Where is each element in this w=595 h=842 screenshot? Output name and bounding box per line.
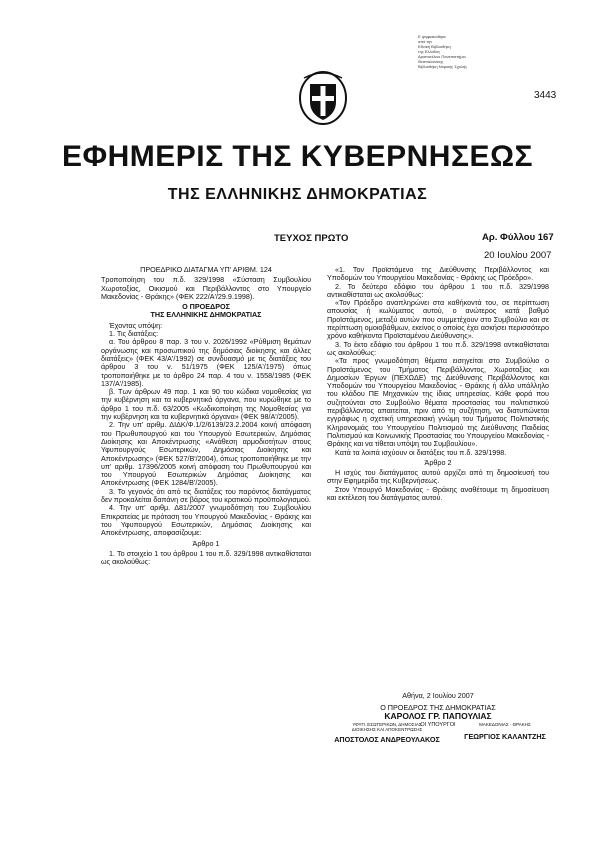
issue-date: 20 Ιουλίου 2007 — [484, 250, 552, 261]
right-column — [327, 266, 549, 502]
decree-summary: Τροποποίηση του π.δ. 329/1998 «Σύσταση Συμβουλίου Χωροταξίας, Οικισμού και Περιβάλλοντος στο Υπουργείο Μακεδονίας - Θράκης» (ΦΕΚ 222/Α'/29.9.1998). — [101, 275, 311, 301]
decree-heading: ΠΡΟΕΔΡΙΚΟ ΔΙΑΤΑΓΜΑ ΥΠ' ΑΡΙΘΜ. 124 — [140, 265, 272, 274]
paragraph: 1. Τις διατάξεις: — [109, 329, 159, 339]
article-heading: Άρθρο 1 — [192, 538, 220, 548]
signature-name: ΚΑΡΟΛΟΣ ΓΡ. ΠΑΠΟΥΛΙΑΣ — [384, 711, 492, 721]
paragraph: Στον Υπουργό Μακεδονίας - Θράκης αναθέτουμε τη δημοσίευση και εκτέλεση του διατάγματος αυτού. — [327, 484, 549, 503]
republic-heading: ΤΗΣ ΕΛΛΗΝΙΚΗΣ ΔΗΜΟΚΡΑΤΙΑΣ — [150, 310, 262, 320]
considering: Έχοντας υπόψη: — [109, 320, 163, 330]
article-heading: Άρθρο 2 — [424, 457, 452, 467]
ministers-label: ΟΙ ΥΠΟΥΡΓΟΙ — [420, 721, 456, 728]
minister-title: ΜΑΚΕΔΟΝΙΑΣ - ΘΡΑΚΗΣ — [479, 722, 531, 727]
gazette-title: ΕΦΗΜΕΡΙΣ ΤΗΣ ΚΥΒΕΡΝΗΣΕΩΣ — [61, 140, 534, 173]
stamp-line: Βιβλιοθήκη Νομικής Σχολής — [418, 64, 468, 69]
paragraph: 4. Την υπ' αριθμ. Δ81/2007 γνωμοδότηση του Συμβουλίου Επικρατείας με πρόταση του Υπουργού Μακεδονίας - Θράκης και του Υφυπουργού Εσωτερικών, Δημόσιας Διοίκησης και Αποκέντρωσης, αποφασίζουμε: — [101, 503, 311, 538]
signature-place-date: Αθήνα, 2 Ιουλίου 2007 — [402, 691, 474, 700]
paragraph: «1. Τον Προϊστάμενο της Διεύθυνσης Περιβάλλοντος και Υποδομών του Υπουργείου Μακεδονίας - Θράκης ως Πρόεδρο». — [327, 265, 549, 283]
paragraph: 2. Το δεύτερο εδάφιο του άρθρου 1 του π.δ. 329/1998 αντικαθίσταται ως ακολούθως: — [327, 281, 549, 299]
issue-type: ΤΕΥΧΟΣ ΠΡΩΤΟ — [274, 233, 349, 244]
paragraph: «Τα προς γνωμοδότηση θέματα εισηγείται στο Συμβούλιο ο Προϊστάμενος του Τμήματος Περιβάλλοντος, Χωροταξίας και Δημοσίων Έργων (ΠΕΧΩΔΕ) της Διεύθυνσης Περιβάλλοντος και Υποδομών του Υπουργείου Μακεδονίας - Θράκης ή άλλο υπάλληλο του κλάδου ΠΕ Μηχανικών της ίδιας υπηρεσίας. Κάθε φορά που συζητούνται στο Συμβούλιο θέματα προστασίας του πολιτιστικού περιβάλλοντος απαιτείται, πριν από τη συζήτηση, να διατυπώνεται εγγράφως η σχετική υπηρεσιακή γνώμη του Τμήματος Πολιτιστικής Κληρονομιάς του Υπουργείου Πολιτισμού της Διεύθυνσης Παιδείας Πολιτισμού και Κοινωνικής Προστασίας του Υπουργείου Μακεδονίας - Θράκης και να τίθεται υπόψη του Συμβουλίου». — [327, 356, 549, 449]
paragraph: 3. Το έκτο εδάφιο του άρθρου 1 του π.δ. 329/1998 αντικαθίσταται ως ακολούθως: — [327, 339, 549, 357]
minister-signature — [453, 722, 557, 741]
paragraph: α. Του άρθρου 8 παρ. 3 του ν. 2026/1992 «Ρύθμιση θεμάτων οργάνωσης και προσωπικού της δημόσιας διοίκησης και άλλες διατάξεις» (ΦΕΚ 43/Α'/1992) σε συνδυασμό με τις διατάξεις του άρθρου 3 του ν. 51/1975 (ΦΕΚ 125/Α'/1975) όπως τροποποιήθηκε με το άρθρο 24 παρ. 4 του ν. 1558/1985 (ΦΕΚ 137/Α'/1985). — [101, 337, 311, 388]
digitization-stamp — [418, 34, 480, 69]
minister-name: ΑΠΟΣΤΟΛΟΣ ΑΝΔΡΕΟΥΛΑΚΟΣ — [334, 735, 440, 744]
left-column — [101, 266, 311, 566]
paragraph: «Τον Πρόεδρο αναπληρώνει στα καθήκοντά του, σε περίπτωση απουσίας ή κωλύματος αυτού, ο ανώτερος κατά βαθμό Προϊστάμενος, μεταξύ αυτών που συμμετέχουν στο Συμβούλιο και σε περίπτωση ομοιοβάθμων, εκείνος ο οποίος έχει ασκήσει περισσότερο χρόνο καθήκοντα Προϊσταμένου Διεύθυνσης». — [327, 298, 549, 341]
stamp-line: Εθνική Βιβλιοθήκη — [418, 44, 451, 49]
paragraph: Η ισχύς του διατάγματος αυτού αρχίζει από τη δημοσίευσή του στην Εφημερίδα της Κυβερνήσεως. — [327, 468, 549, 486]
paragraph: 2. Την υπ' αριθμ. ΔΙΔΚ/Φ.1/2/6139/23.2.2004 κοινή απόφαση του Πρωθυπουργού και του Υπουργού Εσωτερικών, Δημόσιας Διοίκησης και Αποκέντρωσης «Ανάθεση αρμοδιοτήτων στους Υφυπουργούς Εσωτερικών, Δημόσιας Διοίκησης και Αποκέντρωσης» (ΦΕΚ 527/Β'/2004), όπως τροποποιήθηκε με την υπ' αριθμ. 17396/2005 κοινή απόφαση του Πρωθυπουργού και του Υπουργού Εσωτερικών Δημόσιας Διοίκησης και Αποκέντρωσης (ΦΕΚ 1284/Β'/2005). — [101, 420, 311, 488]
minister-name: ΓΕΩΡΓΙΟΣ ΚΑΛΑΝΤΖΗΣ — [464, 732, 546, 741]
paragraph: 3. Το γεγονός ότι από τις διατάξεις του παρόντος διατάγματος δεν προκαλείται δαπάνη σε βάρος του κρατικού προϋπολογισμού. — [101, 486, 311, 505]
coat-of-arms-icon — [298, 68, 348, 126]
minister-signature — [327, 722, 447, 744]
paragraph: Κατά τα λοιπά ισχύουν οι διατάξεις του π.δ. 329/1998. — [335, 447, 507, 457]
paragraph: β. Των άρθρων 49 παρ. 1 και 90 του κώδικα νομοθεσίας για την κυβέρνηση και τα κυβερνητικά όργανα, που κυρώθηκε με το άρθρο 1 του π.δ. 63/2005 «Κωδικοποίηση της Νομοθεσίας για την κυβέρνηση και τα κυβερνητικά όργανα» (ΦΕΚ 98/Α'/2005). — [101, 387, 311, 422]
stamp-line: Θεσσαλονίκης — [418, 59, 444, 64]
signature-role: Ο ΠΡΟΕΔΡΟΣ ΤΗΣ ΔΗΜΟΚΡΑΤΙΑΣ — [380, 702, 496, 712]
stamp-line: από την — [418, 39, 433, 44]
sheet-number: Αρ. Φύλλου 167 — [482, 232, 554, 243]
minister-title: ΥΦΥΠ. ΕΣΩΤΕΡΙΚΩΝ, ΔΗΜΟΣΙΑΣ ΔΙΟΙΚΗΣΗΣ ΚΑΙ ΑΠΟΚΕΝΤΡΩΣΗΣ — [351, 722, 423, 732]
gazette-subtitle: ΤΗΣ ΕΛΛΗΝΙΚΗΣ ΔΗΜΟΚΡΑΤΙΑΣ — [167, 186, 428, 203]
stamp-line: Ε ψηφιακώθηκε — [418, 34, 446, 39]
stamp-line: της Ελλάδος — [418, 49, 441, 54]
paragraph: 1. Το στοιχείο 1 του άρθρου 1 του π.δ. 329/1998 αντικαθίσταται ως ακολούθως: — [101, 548, 311, 567]
president-heading: Ο ΠΡΟΕΔΡΟΣ — [182, 302, 230, 312]
stamp-line: Αριστοτέλειο Πανεπιστήμιο — [418, 54, 466, 59]
page-number: 3443 — [534, 90, 557, 101]
